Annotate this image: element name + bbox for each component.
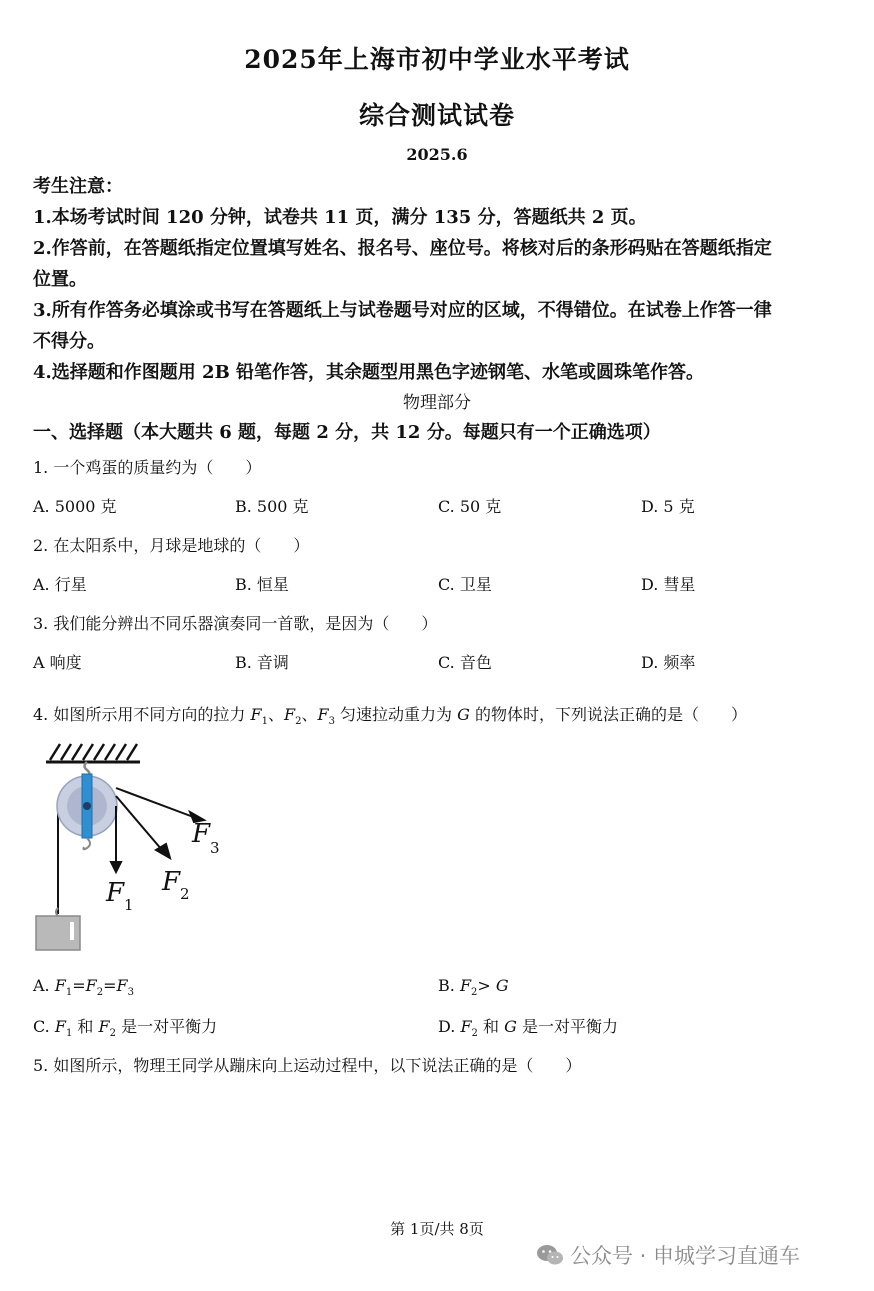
pulley-axle [83,802,91,810]
notice-item-1: 1.本场考试时间 120 分钟，试卷共 11 页，满分 135 分，答题纸共 2 页。 [33,207,647,228]
arrow-f2-line [116,796,162,850]
watermark [536,1240,800,1270]
label-f2: F [162,867,181,897]
question-3-option-b: B. 音调 [235,653,289,672]
question-4-option-b: B. $F_2> G$ [438,976,509,999]
part-heading: 一、选择题（本大题共 6 题，每题 2 分，共 12 分。每题只有一个正确选项） [33,422,661,443]
question-2-option-d: D. 彗星 [641,575,696,594]
question-1-option-b: B. 500 克 [235,497,309,516]
notice-item-2: 2.作答前，在答题纸指定位置填写姓名、报名号、座位号。将核对后的条形码贴在答题纸指定 [33,238,772,259]
question-2-option-c: C. 卫星 [438,575,492,594]
weight-highlight [70,922,74,940]
ceiling-hatch [50,744,137,760]
question-5-stem: 5. 如图所示，物理王同学从蹦床向上运动过程中，以下说法正确的是（ ） [33,1056,582,1075]
exam-title: 2025年上海市初中学业水平考试 [244,45,630,74]
bottom-hook [83,838,90,849]
page-footer: 第 1页/共 8页 [390,1220,484,1238]
arrow-f1-head [111,862,121,872]
question-1-stem: 1. 一个鸡蛋的质量约为（ ） [33,458,262,477]
notice-heading: 考生注意： [33,176,123,197]
question-1-option-a: A. 5000 克 [33,497,117,516]
question-3-option-d: D. 频率 [641,653,696,672]
question-4-option-c: C. $F_1$ 和 $F_2$ 是一对平衡力 [33,1017,218,1040]
wechat-icon [536,1244,564,1266]
notice-item-3-cont: 不得分。 [33,331,105,352]
question-3-stem: 3. 我们能分辨出不同乐器演奏同一首歌，是因为（ ） [33,614,438,633]
exam-subtitle: 综合测试试卷 [358,101,515,130]
notice-item-4: 4.选择题和作图题用 2B 铅笔作答，其余题型用黑色字迹钢笔、水笔或圆珠笔作答。 [33,362,705,383]
question-4-option-d: D. $F_2$ 和 G 是一对平衡力 [438,1017,618,1040]
watermark-text: 公众号 · 申城学习直通车 [570,1244,801,1268]
question-4-stem: 4. 如图所示用不同方向的拉力 $F_1$、$F_2$、$F_3$ 匀速拉动重力为 G 的物体时，下列说法正确的是（ ） [33,705,747,728]
question-2-stem: 2. 在太阳系中，月球是地球的（ ） [33,536,310,555]
label-f1-sub: 1 [124,896,134,914]
label-f2-sub: 2 [180,885,190,903]
label-f3: F [192,819,211,849]
arrow-f3-line [116,788,196,818]
notice-item-2-cont: 位置。 [33,269,87,290]
question-1-option-c: C. 50 克 [438,497,502,516]
section-title: 物理部分 [403,393,471,413]
question-3-option-a: A 响度 [33,653,82,672]
exam-date: 2025.6 [406,145,468,164]
pulley-figure [30,738,230,958]
question-3-option-c: C. 音色 [438,653,492,672]
notice-item-3: 3.所有作答务必填涂或书写在答题纸上与试卷题号对应的区域，不得错位。在试卷上作答一律 [33,300,772,321]
label-f1: F [106,878,125,908]
question-2-option-b: B. 恒星 [235,575,289,594]
question-4-option-a: A. $F_1=F_2=F_3$ [33,976,134,999]
label-f3-sub: 3 [210,839,220,857]
question-1-option-d: D. 5 克 [641,497,695,516]
question-2-option-a: A. 行星 [33,575,87,594]
